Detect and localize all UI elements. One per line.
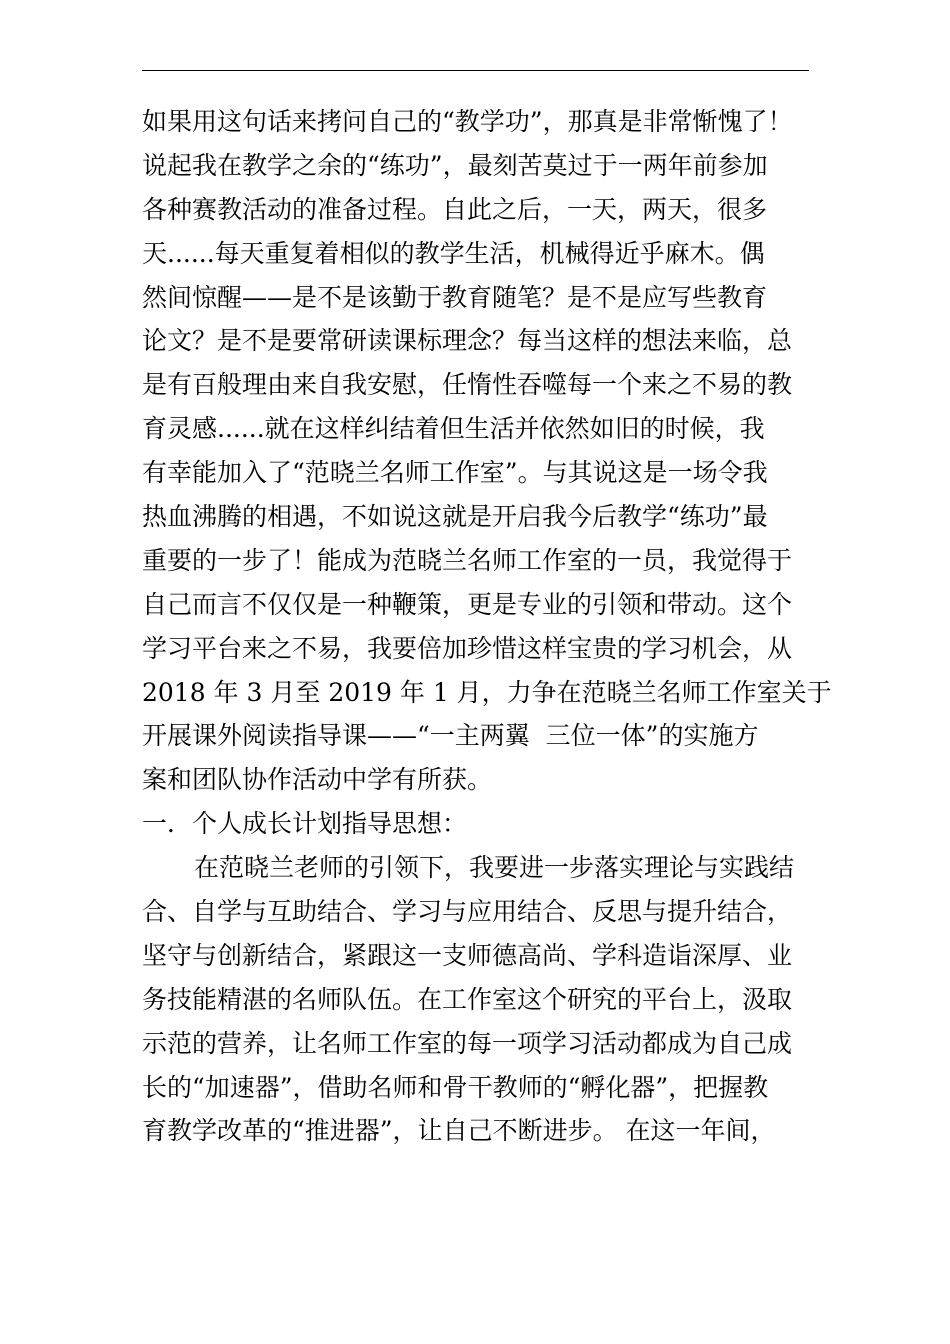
- paragraph-line: 是有百般理由来自我安慰，任惰性吞噬每一个来之不易的教: [142, 370, 793, 400]
- section-paragraph-line: 合、自学与互助结合、学习与应用结合、反思与提升结合，: [142, 897, 793, 927]
- paragraph-line: 开展课外阅读指导课——“一主两翼 三位一体”的实施方: [142, 721, 759, 751]
- paragraph-line: 学习平台来之不易，我要倍加珍惜这样宝贵的学习机会，从: [142, 633, 793, 663]
- section-paragraph-line: 务技能精湛的名师队伍。在工作室这个研究的平台上，汲取: [142, 984, 793, 1014]
- section-paragraph-line: 示范的营养，让名师工作室的每一项学习活动都成为自己成: [142, 1028, 793, 1058]
- section-paragraph-line: 在范晓兰老师的引领下，我要进一步落实理论与实践结: [194, 853, 795, 883]
- paragraph-line: 育灵感......就在这样纠结着但生活并依然如旧的时候，我: [142, 414, 765, 444]
- paragraph-line: 2018 年 3 月至 2019 年 1 月，力争在范晓兰名师工作室关于: [142, 677, 832, 707]
- paragraph-line: 论文？是不是要常研读课标理念？每当这样的想法来临，总: [142, 326, 793, 356]
- paragraph-line: 天......每天重复着相似的教学生活，机械得近乎麻木。偶: [142, 238, 765, 268]
- paragraph-line: 然间惊醒——是不是该勤于教育随笔？是不是应写些教育: [142, 282, 768, 312]
- header-rule: [142, 70, 809, 71]
- paragraph-line: 如果用这句话来拷问自己的“教学功”，那真是非常惭愧了！: [142, 107, 793, 136]
- paragraph-line: 热血沸腾的相遇，不如说这就是开启我今后教学“练功”最: [142, 502, 768, 532]
- paragraph-line: 案和团队协作活动中学有所获。: [142, 765, 493, 795]
- section-paragraph-line: 长的“加速器”，借助名师和骨干教师的“孵化器”，把握教: [142, 1072, 769, 1102]
- paragraph-line: 重要的一步了！能成为范晓兰名师工作室的一员，我觉得于: [142, 545, 793, 575]
- paragraph-line: 有幸能加入了“范晓兰名师工作室”。与其说这是一场令我: [142, 458, 768, 488]
- body-text: [142, 100, 832, 1153]
- section-heading: 一．个人成长计划指导思想：: [142, 809, 468, 839]
- paragraph-line: 自己而言不仅仅是一种鞭策，更是专业的引领和带动。这个: [142, 589, 793, 619]
- paragraph-line: 说起我在教学之余的“练功”，最刻苦莫过于一两年前参加: [142, 150, 768, 180]
- section-paragraph-line: 坚守与创新结合，紧跟这一支师德高尚、学科造诣深厚、业: [142, 940, 793, 970]
- section-paragraph-line: 育教学改革的“推进器”，让自己不断进步。 在这一年间，: [142, 1116, 776, 1146]
- paragraph-line: 各种赛教活动的准备过程。自此之后，一天，两天，很多: [142, 194, 768, 224]
